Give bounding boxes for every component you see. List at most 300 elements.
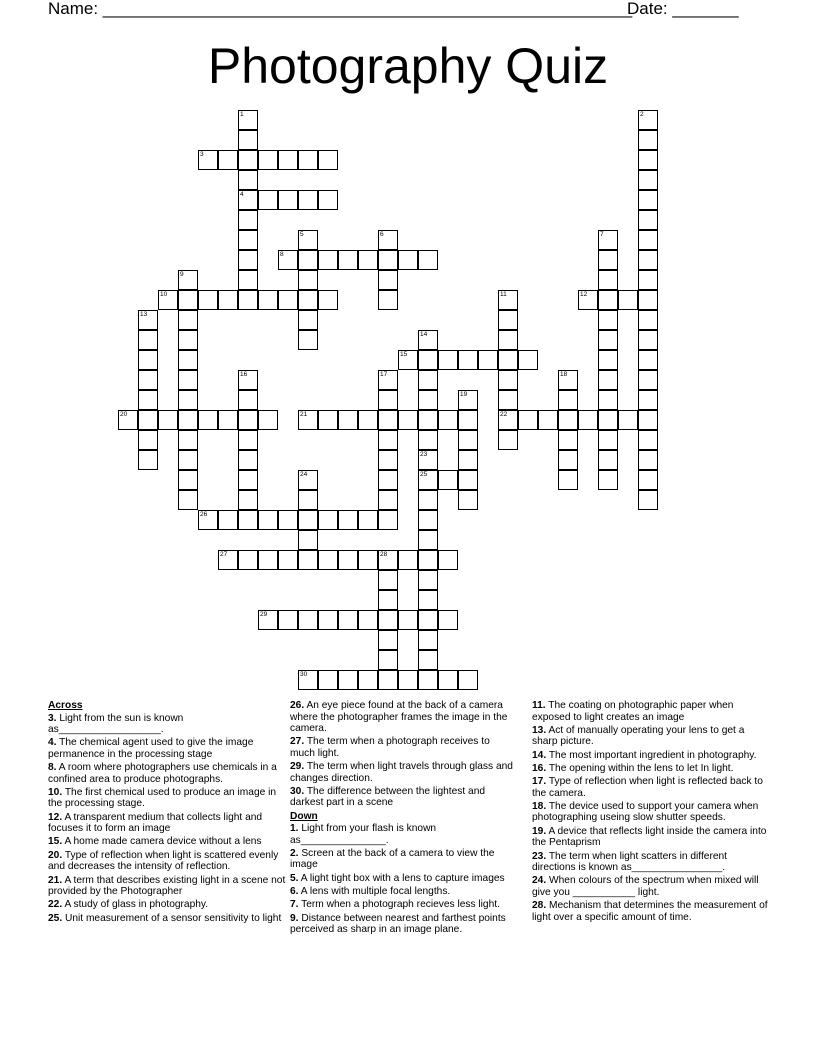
grid-cell[interactable] [458,350,478,370]
grid-cell[interactable] [598,290,618,310]
down-clue [532,900,768,923]
clue-text: A home made camera device without a lens [62,836,262,848]
clue-text: Type of reflection when light is scattered evenly and decreases the intensity of reflection. [48,849,279,873]
grid-cell[interactable] [518,350,538,370]
clue-text: Light from the sun is known as__________________. [48,712,184,735]
clue-number: 22. [48,899,63,911]
grid-cell[interactable] [298,610,318,630]
clue-number: 15. [48,836,63,848]
grid-cell[interactable] [298,490,318,510]
grid-cell[interactable] [318,610,338,630]
grid-cell[interactable] [378,630,398,650]
clue-text: Term when a photograph recieves less light. [298,899,500,911]
grid-cell[interactable] [338,550,358,570]
clue-number: 23. [532,850,547,862]
grid-cell[interactable] [598,410,618,430]
grid-cell[interactable] [438,470,458,490]
down-clue [532,875,768,898]
clue-number: 8. [48,762,57,774]
grid-cell[interactable] [418,510,438,530]
grid-cell[interactable] [298,150,318,170]
clue-text: A device that reflects light inside the camera into the Pentaprism [532,825,767,849]
clue-number: 16 [240,371,248,378]
grid-cell[interactable] [258,150,278,170]
grid-cell[interactable] [638,330,658,350]
grid-cell[interactable] [358,250,378,270]
clue-text: Type of reflection when light is reflected back to the camera. [532,776,763,799]
grid-cell[interactable] [398,610,418,630]
clue-text: When colours of the spectrum when mixed will give you ___________ light. [532,875,759,898]
grid-cell[interactable] [638,410,658,430]
grid-cell[interactable] [138,390,158,410]
clue-number: 13. [532,724,547,736]
grid-cell[interactable] [138,330,158,350]
grid-cell[interactable] [318,150,338,170]
clue-number: 19 [460,391,468,398]
grid-cell[interactable] [638,290,658,310]
grid-cell[interactable] [638,490,658,510]
grid-cell[interactable] [638,170,658,190]
grid-cell[interactable] [298,330,318,350]
grid-cell[interactable] [598,350,618,370]
grid-cell[interactable] [198,290,218,310]
grid-cell[interactable] [518,410,538,430]
grid-cell[interactable] [598,470,618,490]
grid-cell[interactable] [298,270,318,290]
across-clue [48,762,286,785]
grid-cell[interactable] [378,510,398,530]
grid-cell[interactable] [238,290,258,310]
grid-cell[interactable] [298,510,318,530]
grid-cell[interactable] [458,410,478,430]
clue-text: The difference between the lightest and darkest part in a scene [290,785,486,809]
grid-cell[interactable] [218,290,238,310]
down-clue [532,700,768,723]
grid-cell[interactable] [178,370,198,390]
grid-cell[interactable] [238,250,258,270]
across-heading: Across [48,700,83,711]
grid-cell[interactable] [378,250,398,270]
clue-number: 21. [48,874,63,886]
clue-text: The first chemical used to produce an image in the processing stage. [48,786,277,810]
grid-cell[interactable] [558,430,578,450]
down-heading: Down [290,810,318,822]
grid-cell[interactable] [418,530,438,550]
grid-cell[interactable] [598,450,618,470]
grid-cell[interactable] [418,670,438,690]
clue-number: 12 [580,291,588,298]
grid-cell[interactable] [238,130,258,150]
grid-cell[interactable] [598,330,618,350]
clue-number: 19. [532,825,547,837]
grid-cell[interactable] [238,270,258,290]
clue-number: 6. [290,886,299,898]
grid-cell[interactable] [238,210,258,230]
grid-cell[interactable] [418,490,438,510]
grid-cell[interactable] [278,150,298,170]
across-clue [290,786,516,809]
grid-cell[interactable] [238,490,258,510]
grid-cell[interactable] [378,410,398,430]
grid-cell[interactable] [458,470,478,490]
clue-number: 29. [290,761,305,773]
grid-cell[interactable] [238,470,258,490]
clue-number: 2. [290,847,299,859]
grid-cell[interactable] [638,370,658,390]
down-clue [532,826,768,849]
grid-cell[interactable] [438,350,458,370]
grid-cell[interactable] [378,570,398,590]
grid-cell[interactable] [278,610,298,630]
clue-number: 17 [380,371,388,378]
down-clue [532,725,768,748]
clue-number: 6 [380,231,384,238]
grid-cell[interactable] [618,410,638,430]
clue-number: 7 [600,231,604,238]
clue-number: 1. [290,823,299,835]
grid-cell[interactable] [178,450,198,470]
clue-number: 5. [290,872,299,884]
grid-cell[interactable] [178,470,198,490]
grid-cell[interactable] [378,390,398,410]
grid-cell[interactable] [558,410,578,430]
grid-cell[interactable] [638,210,658,230]
grid-cell[interactable] [318,670,338,690]
grid-cell[interactable] [298,250,318,270]
grid-cell[interactable] [418,590,438,610]
grid-cell[interactable] [138,350,158,370]
grid-cell[interactable] [398,410,418,430]
grid-cell[interactable] [238,390,258,410]
clue-text: The term when light travels through glass and changes direction. [290,761,513,784]
grid-cell[interactable] [358,550,378,570]
grid-cell[interactable] [398,250,418,270]
grid-cell[interactable] [458,450,478,470]
grid-cell[interactable] [438,410,458,430]
grid-cell[interactable] [378,610,398,630]
clue-number: 29 [260,611,268,618]
grid-cell[interactable] [378,670,398,690]
grid-cell[interactable] [598,270,618,290]
down-clue [290,873,516,885]
grid-cell[interactable] [418,390,438,410]
clue-number: 16. [532,762,547,774]
grid-cell[interactable] [558,390,578,410]
grid-cell[interactable] [638,230,658,250]
grid-cell[interactable] [298,530,318,550]
grid-cell[interactable] [238,450,258,470]
down-clue [532,750,768,762]
grid-cell[interactable] [178,310,198,330]
clue-text: The device used to support your camera when photographing useing slow shutter speeds. [532,800,759,824]
clues-column-1 [48,700,286,926]
grid-cell[interactable] [278,290,298,310]
grid-cell[interactable] [598,310,618,330]
down-clue [290,886,516,898]
grid-cell[interactable] [358,670,378,690]
clue-number: 3 [200,151,204,158]
across-clue [48,812,286,835]
grid-cell[interactable] [438,610,458,630]
grid-cell[interactable] [318,510,338,530]
grid-cell[interactable] [198,410,218,430]
grid-cell[interactable] [238,410,258,430]
across-clue [48,875,286,898]
clue-number: 30 [300,671,308,678]
grid-cell[interactable] [338,510,358,530]
clue-number: 27. [290,736,305,748]
clue-number: 4. [48,737,57,749]
clue-number: 3. [48,712,57,724]
grid-cell[interactable] [258,510,278,530]
grid-cell[interactable] [378,650,398,670]
grid-cell[interactable] [218,510,238,530]
grid-cell[interactable] [138,370,158,390]
grid-cell[interactable] [178,330,198,350]
clue-text: A light tight box with a lens to capture images [298,872,505,884]
grid-cell[interactable] [418,610,438,630]
clue-number: 13 [140,311,148,318]
grid-cell[interactable] [318,190,338,210]
clue-number: 10 [160,291,168,298]
grid-cell[interactable] [418,410,438,430]
clue-number: 1 [240,111,244,118]
grid-cell[interactable] [238,150,258,170]
grid-cell[interactable] [378,590,398,610]
grid-cell[interactable] [378,470,398,490]
clue-number: 10. [48,786,63,798]
grid-cell[interactable] [138,430,158,450]
grid-cell[interactable] [418,570,438,590]
grid-cell[interactable] [218,150,238,170]
clue-number: 2 [640,111,644,118]
grid-cell[interactable] [378,430,398,450]
grid-cell[interactable] [418,630,438,650]
clue-number: 12. [48,811,63,823]
grid-cell[interactable] [538,410,558,430]
clue-number: 5 [300,231,304,238]
grid-cell[interactable] [298,310,318,330]
grid-cell[interactable] [338,410,358,430]
grid-cell[interactable] [498,370,518,390]
grid-cell[interactable] [578,410,598,430]
name-field-label: Name: ________________________________________________________ [48,0,633,18]
grid-cell[interactable] [338,250,358,270]
clue-number: 17. [532,776,547,788]
clues-column-2 [290,700,516,937]
clue-text: Screen at the back of a camera to view the image [290,847,495,871]
clue-number: 14 [420,331,428,338]
clue-number: 28. [532,900,547,912]
grid-cell[interactable] [418,550,438,570]
clue-number: 4 [240,191,244,198]
clue-text: The chemical agent used to give the image permanence in the processing stage [48,737,254,760]
grid-cell[interactable] [278,550,298,570]
clue-number: 14. [532,749,547,761]
across-clue [48,850,286,873]
grid-cell[interactable] [238,170,258,190]
grid-cell[interactable] [178,350,198,370]
grid-cell[interactable] [638,470,658,490]
clue-number: 24. [532,875,547,887]
grid-cell[interactable] [178,430,198,450]
grid-cell[interactable] [238,510,258,530]
clue-number: 11 [500,291,507,298]
grid-cell[interactable] [418,350,438,370]
grid-cell[interactable] [638,130,658,150]
grid-cell[interactable] [138,410,158,430]
clue-text: A transparent medium that collects light and focuses it to form an image [48,811,263,835]
grid-cell[interactable] [238,230,258,250]
grid-cell[interactable] [318,290,338,310]
across-clue [48,899,286,911]
across-clue [290,736,516,759]
clue-number: 11. [532,700,546,711]
clue-number: 23 [420,451,428,458]
clue-text: The term when light scatters in different directions is known as________________. [532,850,727,874]
down-clue [290,823,516,846]
grid-cell[interactable] [258,190,278,210]
grid-cell[interactable] [258,550,278,570]
down-clue [290,913,516,936]
grid-cell[interactable] [338,670,358,690]
grid-cell[interactable] [498,310,518,330]
grid-cell[interactable] [638,310,658,330]
grid-cell[interactable] [478,350,498,370]
grid-cell[interactable] [298,190,318,210]
clue-number: 18 [560,371,568,378]
grid-cell[interactable] [178,390,198,410]
clue-number: 26 [200,511,208,518]
down-clue [290,848,516,871]
grid-cell[interactable] [418,650,438,670]
grid-cell[interactable] [558,450,578,470]
clue-text: Mechanism that determines the measurement of light over a specific amount of time. [532,900,768,923]
grid-cell[interactable] [378,290,398,310]
grid-cell[interactable] [358,510,378,530]
clue-text: The term when a photograph receives to much light. [290,736,490,759]
grid-cell[interactable] [338,610,358,630]
page-title: Photography Quiz [207,38,609,94]
grid-cell[interactable] [498,430,518,450]
clue-text: Unit measurement of a sensor sensitivity to light [62,912,282,924]
clue-text: A study of glass in photography. [62,899,209,911]
grid-cell[interactable] [278,510,298,530]
grid-cell[interactable] [638,190,658,210]
grid-cell[interactable] [458,670,478,690]
grid-cell[interactable] [598,250,618,270]
across-clue [48,913,286,925]
down-clue [532,763,768,775]
grid-cell[interactable] [598,390,618,410]
grid-cell[interactable] [258,410,278,430]
grid-cell[interactable] [398,550,418,570]
down-clue [290,899,516,911]
grid-cell[interactable] [498,330,518,350]
grid-cell[interactable] [298,290,318,310]
clue-text: The most important ingredient in photography. [546,749,757,761]
grid-cell[interactable] [298,550,318,570]
grid-cell[interactable] [318,550,338,570]
grid-cell[interactable] [278,190,298,210]
clue-number: 8 [280,251,284,258]
clue-number: 25 [420,471,428,478]
grid-cell[interactable] [558,470,578,490]
across-clue [48,836,286,848]
grid-cell[interactable] [158,410,178,430]
grid-cell[interactable] [418,250,438,270]
grid-cell[interactable] [498,350,518,370]
grid-cell[interactable] [378,270,398,290]
across-clue [48,737,286,760]
grid-cell[interactable] [218,410,238,430]
clue-number: 28 [380,551,388,558]
down-clue [532,851,768,874]
grid-cell[interactable] [358,410,378,430]
grid-cell[interactable] [178,490,198,510]
clue-number: 9 [180,271,184,278]
grid-cell[interactable] [638,350,658,370]
date-field-label: Date: _______ [627,0,739,18]
clue-number: 22 [500,411,508,418]
grid-cell[interactable] [458,430,478,450]
grid-cell[interactable] [358,610,378,630]
grid-cell[interactable] [138,450,158,470]
clue-number: 30. [290,785,305,797]
clue-number: 21 [300,411,308,418]
grid-cell[interactable] [618,290,638,310]
down-clue [532,776,768,799]
grid-cell[interactable] [598,370,618,390]
grid-cell[interactable] [178,410,198,430]
clue-text: The opening within the lens to let In light. [546,762,734,774]
clue-number: 7. [290,899,299,911]
grid-cell[interactable] [258,290,278,310]
grid-cell[interactable] [318,250,338,270]
clue-number: 26. [290,700,305,711]
clue-number: 18. [532,800,547,812]
grid-cell[interactable] [438,550,458,570]
grid-cell[interactable] [378,450,398,470]
grid-cell[interactable] [598,430,618,450]
clue-text: A term that describes existing light in a scene not provided by the Photographer [48,874,286,898]
grid-cell[interactable] [638,270,658,290]
grid-cell[interactable] [378,490,398,510]
across-clue [290,761,516,784]
grid-cell[interactable] [498,390,518,410]
grid-cell[interactable] [638,450,658,470]
grid-cell[interactable] [418,430,438,450]
grid-cell[interactable] [438,670,458,690]
grid-cell[interactable] [638,390,658,410]
grid-cell[interactable] [638,150,658,170]
grid-cell[interactable] [238,550,258,570]
grid-cell[interactable] [638,430,658,450]
grid-cell[interactable] [318,410,338,430]
grid-cell[interactable] [178,290,198,310]
grid-cell[interactable] [638,250,658,270]
clues-column-3 [532,700,768,925]
grid-cell[interactable] [458,490,478,510]
clue-number: 15 [400,351,408,358]
clue-text: A room where photographers use chemicals in a confined area to produce photographs. [48,762,277,785]
grid-cell[interactable] [418,370,438,390]
clue-number: 24 [300,471,308,478]
grid-cell[interactable] [398,670,418,690]
clue-number: 27 [220,551,228,558]
grid-cell[interactable] [238,430,258,450]
across-clue [48,787,286,810]
